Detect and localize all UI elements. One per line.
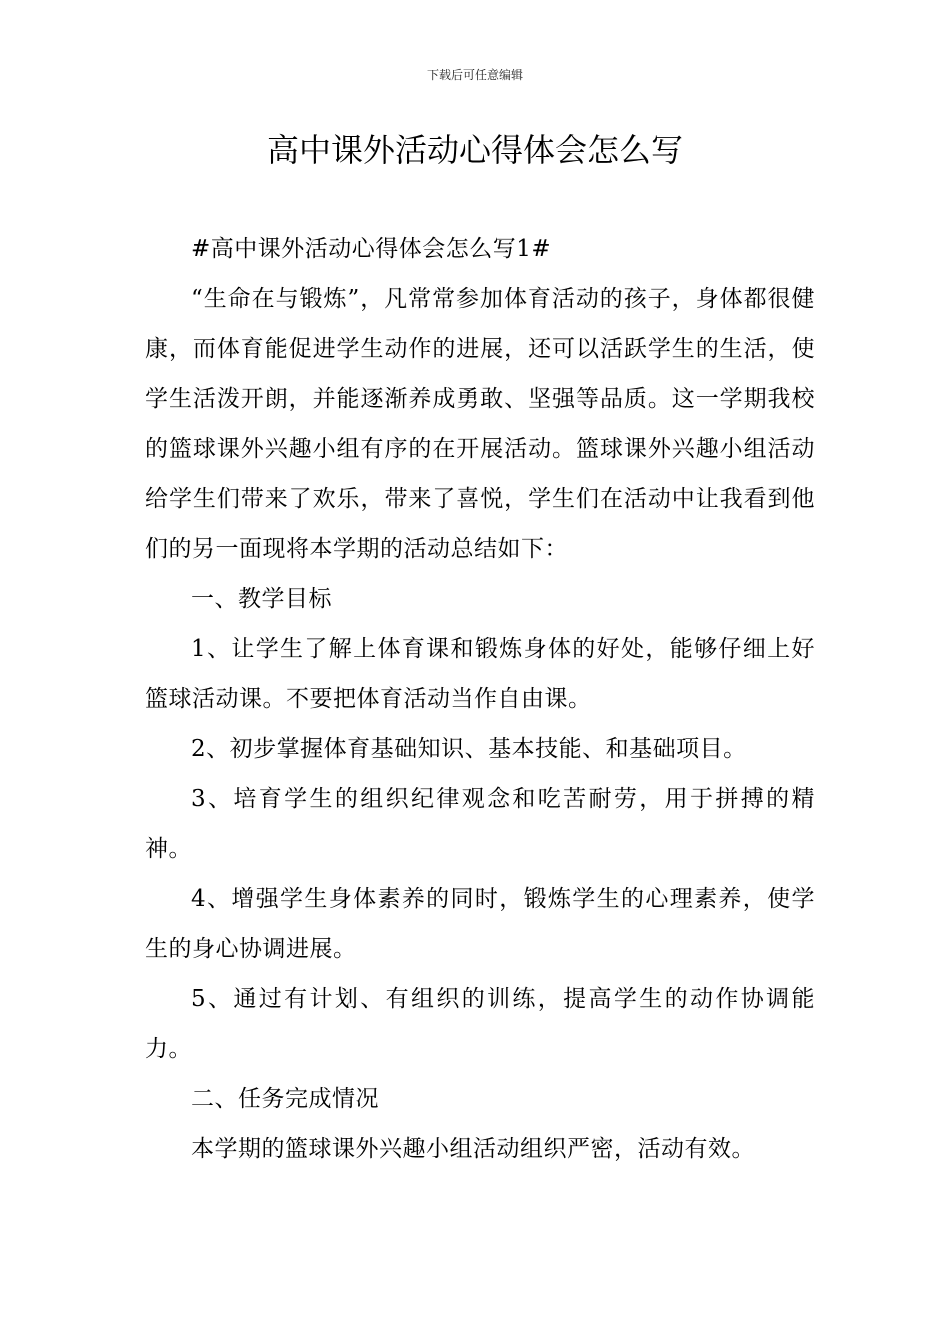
document-title: 高中课外活动心得体会怎么写	[266, 131, 683, 169]
goal-item-4: 4、增强学生身体素养的同时，锻炼学生的心理素养，使学生的身心协调进展。	[145, 886, 815, 962]
task-paragraph: 本学期的篮球课外兴趣小组活动组织严密，活动有效。	[191, 1136, 755, 1162]
goal-item-2: 2、初步掌握体育基础知识、基本技能、和基础项目。	[191, 736, 747, 762]
intro-paragraph: “生命在与锻炼”，凡常常参加体育活动的孩子，身体都很健康，而体育能促进学生动作的进展，还可以活跃学生的生活，使学生活泼开朗，并能逐渐养成勇敢、坚强等品质。这一学期我校的篮球课外兴趣小组有序的在开展活动。篮球课外兴趣小组活动给学生们带来了欢乐，带来了喜悦，学生们在活动中让我看到他们的另一面现将本学期的活动总结如下：	[145, 286, 815, 562]
goal-item-5: 5、通过有计划、有组织的训练，提高学生的动作协调能力。	[145, 986, 815, 1062]
heading-teaching-goals: 一、教学目标	[191, 586, 332, 612]
header-note: 下载后可任意编辑	[426, 68, 523, 82]
heading-task-completion: 二、任务完成情况	[191, 1086, 379, 1112]
document-body	[145, 224, 815, 1174]
section-heading-1: #高中课外活动心得体会怎么写1#	[191, 236, 552, 262]
goal-item-1: 1、让学生了解上体育课和锻炼身体的好处，能够仔细上好篮球活动课。不要把体育活动当作自由课。	[145, 636, 815, 712]
goal-item-3: 3、培育学生的组织纪律观念和吃苦耐劳，用于拼搏的精神。	[145, 786, 815, 862]
